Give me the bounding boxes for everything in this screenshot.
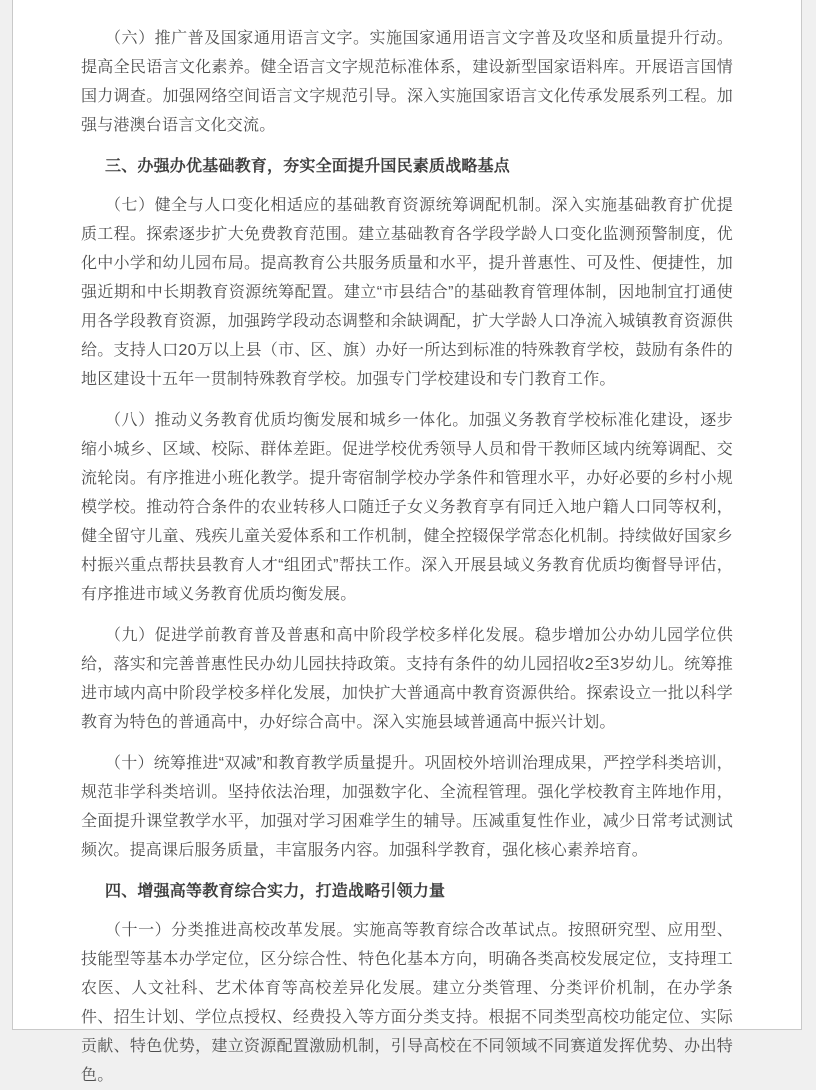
paragraph-item-9: （九）促进学前教育普及普惠和高中阶段学校多样化发展。稳步增加公办幼儿园学位供给，落实和完善普惠性民办幼儿园扶持政策。支持有条件的幼儿园招收2至3岁幼儿。统筹推进市域内高中阶段学校多样化发展，加快扩大普通高中教育资源供给。探索设立一批以科学教育为特色的普通高中，办好综合高中。深入实施县域普通高中振兴计划。 <box>81 627 733 731</box>
paragraph-item-8: （八）推动义务教育优质均衡发展和城乡一体化。加强义务教育学校标准化建设，逐步缩小城乡、区域、校际、群体差距。促进学校优秀领导人员和骨干教师区域内统筹调配、交流轮岗。有序推进小班化教学。提升寄宿制学校办学条件和管理水平，办好必要的乡村小规模学校。推动符合条件的农业转移人口随迁子女义务教育享有同迁入地户籍人口同等权利，健全留守儿童、残疾儿童关爱体系和工作机制，健全控辍保学常态化机制。持续做好国家乡村振兴重点帮扶县教育人才“组团式”帮扶工作。深入开展县域义务教育优质均衡督导评估，有序推进市域义务教育优质均衡发展。 <box>81 412 733 603</box>
section-heading-4: 四、增强高等教育综合实力，打造战略引领力量 <box>105 883 446 900</box>
paragraph-item-6: （六）推广普及国家通用语言文字。实施国家通用语言文字普及攻坚和质量提升行动。提高全民语言文化素养。健全语言文字规范标准体系，建设新型国家语料库。开展语言国情国力调查。加强网络空间语言文字规范引导。深入实施国家语言文化传承发展系列工程。加强与港澳台语言文化交流。 <box>81 30 733 134</box>
paragraph-item-7: （七）健全与人口变化相适应的基础教育资源统筹调配机制。深入实施基础教育扩优提质工程。探索逐步扩大免费教育范围。建立基础教育各学段学龄人口变化监测预警制度，优化中小学和幼儿园布局。提高教育公共服务质量和水平，提升普惠性、可及性、便捷性，加强近期和中长期教育资源统筹配置。建立“市县结合”的基础教育管理体制，因地制宜打通使用各学段教育资源，加强跨学段动态调整和余缺调配，扩大学龄人口净流入城镇教育资源供给。支持人口20万以上县（市、区、旗）办好一所达到标准的特殊教育学校，鼓励有条件的地区建设十五年一贯制特殊教育学校。加强专门学校建设和专门教育工作。 <box>81 197 733 388</box>
paragraph-item-10: （十）统筹推进“双减”和教育教学质量提升。巩固校外培训治理成果，严控学科类培训，规范非学科类培训。坚持依法治理，加强数字化、全流程管理。强化学校教育主阵地作用，全面提升课堂教学水平，加强对学习困难学生的辅导。压减重复性作业，减少日常考试测试频次。提高课后服务质量，丰富服务内容。加强科学教育，强化核心素养培育。 <box>81 755 733 859</box>
paragraph-item-11: （十一）分类推进高校改革发展。实施高等教育综合改革试点。按照研究型、应用型、技能型等基本办学定位，区分综合性、特色化基本方向，明确各类高校发展定位，支持理工农医、人文社科、艺术体育等高校差异化发展。建立分类管理、分类评价机制，在办学条件、招生计划、学位点授权、经费投入等方面分类支持。根据不同类型高校功能定位、实际贡献、特色优势，建立资源配置激励机制，引导高校在不同领域不同赛道发挥优势、办出特色。 <box>81 922 733 1084</box>
document-page <box>12 0 802 1084</box>
section-heading-3: 三、办强办优基础教育，夯实全面提升国民素质战略基点 <box>105 158 511 175</box>
